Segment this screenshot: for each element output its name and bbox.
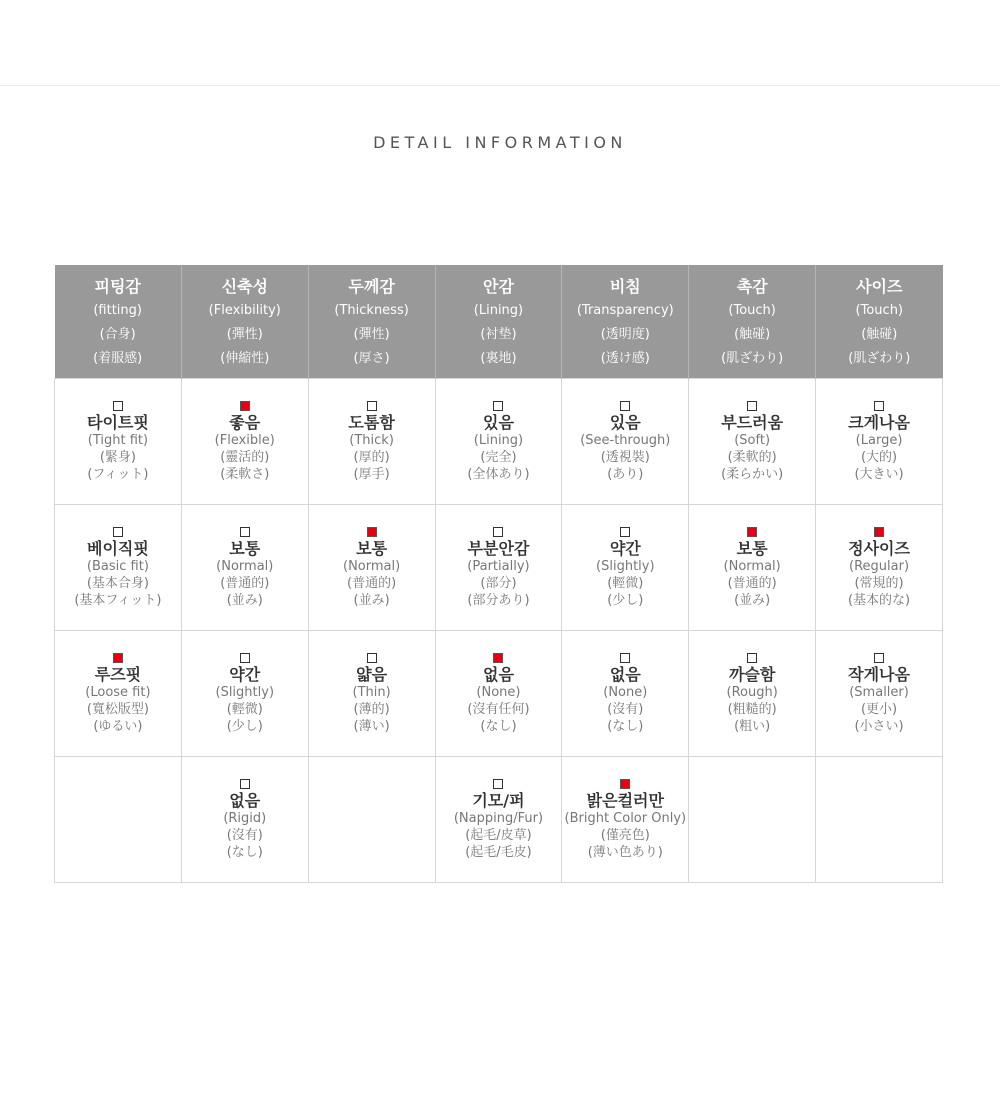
option-ja-label: (並み) (734, 592, 771, 608)
column-header (55, 265, 182, 379)
header-en-label: (Lining) (473, 303, 524, 318)
option-ko-label: 루즈핏 (94, 664, 142, 684)
option-zh-label: (厚的) (353, 449, 390, 465)
header-zh-label: (衬垫) (480, 327, 517, 342)
option-ja-label: (小さい) (854, 718, 904, 734)
option-cell (562, 505, 689, 631)
option-zh-label: (部分) (480, 575, 517, 591)
option-zh-label: (薄的) (353, 701, 390, 717)
unchecked-checkbox-icon (240, 779, 250, 789)
option-ko-label: 밝은컬러만 (586, 790, 664, 810)
option-ko-label: 타이트핏 (87, 412, 149, 432)
option-cell (55, 379, 182, 505)
option-ko-label: 정사이즈 (848, 538, 910, 558)
option-zh-label: (大的) (860, 449, 898, 465)
checked-checkbox-icon (367, 527, 377, 537)
header-ko-label: 신축성 (221, 277, 268, 296)
header-ko-label: 촉감 (736, 277, 768, 296)
header-en-label: (Transparency) (576, 303, 674, 318)
option-cell (308, 757, 435, 883)
unchecked-checkbox-icon (113, 401, 123, 411)
unchecked-checkbox-icon (493, 779, 503, 789)
header-ja-label: (着服感) (93, 351, 143, 366)
option-ko-label: 보통 (736, 538, 768, 558)
option-en-label: (Smaller) (849, 684, 909, 700)
option-cell (308, 505, 435, 631)
option-zh-label: (沒有任何) (467, 701, 530, 717)
option-ko-label: 보통 (229, 538, 261, 558)
option-ko-label: 까슬함 (728, 664, 776, 684)
header-ja-label: (裏地) (480, 351, 517, 366)
option-en-label: (Bright Color Only) (564, 810, 687, 826)
option-cell (55, 505, 182, 631)
option-zh-label: (沒有) (607, 701, 644, 717)
option-zh-label: (起毛/皮草) (465, 827, 532, 843)
unchecked-checkbox-icon (240, 527, 250, 537)
option-zh-label: (透視裝) (600, 449, 650, 465)
option-ja-label: (粗い) (734, 718, 771, 734)
option-zh-label: (僅亮色) (600, 827, 650, 843)
option-zh-label: (沒有) (226, 827, 263, 843)
option-ja-label: (あり) (607, 466, 644, 482)
option-cell (181, 505, 308, 631)
option-ko-label: 있음 (609, 412, 641, 432)
top-divider (0, 85, 1000, 86)
checked-checkbox-icon (113, 653, 123, 663)
option-cell (689, 757, 816, 883)
option-en-label: (Normal) (343, 558, 401, 574)
option-item (182, 527, 308, 609)
column-header (435, 265, 562, 379)
option-ja-label: (厚手) (353, 466, 390, 482)
unchecked-checkbox-icon (367, 653, 377, 663)
option-cell (181, 379, 308, 505)
header-en-label: (Touch) (728, 303, 776, 318)
unchecked-checkbox-icon (620, 653, 630, 663)
option-zh-label: (基本合身) (86, 575, 149, 591)
option-cell (816, 505, 943, 631)
checked-checkbox-icon (620, 779, 630, 789)
option-item (309, 527, 435, 609)
option-en-label: (Slightly) (215, 684, 275, 700)
option-cell (816, 757, 943, 883)
option-item (436, 401, 562, 483)
option-ja-label: (なし) (607, 718, 644, 734)
header-en-label: (Thickness) (334, 303, 409, 318)
option-item (689, 653, 815, 735)
option-cell (435, 505, 562, 631)
option-zh-label: (更小) (860, 701, 898, 717)
header-en-label: (Touch) (855, 303, 904, 318)
option-item (562, 527, 688, 609)
option-item (689, 527, 815, 609)
option-cell (435, 757, 562, 883)
option-ko-label: 없음 (609, 664, 641, 684)
option-ko-label: 도톰함 (348, 412, 395, 432)
option-item (562, 653, 688, 735)
header-row (55, 265, 943, 379)
option-en-label: (Thick) (349, 432, 394, 448)
option-en-label: (Soft) (734, 432, 771, 448)
option-item (816, 653, 942, 735)
option-item (309, 653, 435, 735)
checked-checkbox-icon (747, 527, 757, 537)
option-zh-label: (完全) (480, 449, 517, 465)
option-ko-label: 부드러움 (721, 412, 784, 432)
option-en-label: (See-through) (580, 432, 671, 448)
option-en-label: (Normal) (723, 558, 781, 574)
checked-checkbox-icon (493, 653, 503, 663)
option-en-label: (Large) (855, 432, 903, 448)
option-en-label: (Flexible) (214, 432, 275, 448)
unchecked-checkbox-icon (113, 527, 123, 537)
option-item (182, 779, 308, 861)
header-ko-label: 두께감 (348, 277, 395, 296)
option-cell (562, 379, 689, 505)
option-en-label: (Basic fit) (86, 558, 149, 574)
header-ja-label: (肌ざわり) (721, 351, 784, 366)
header-en-label: (Flexibility) (208, 303, 281, 318)
option-ko-label: 베이직핏 (87, 538, 149, 558)
option-en-label: (Partially) (467, 558, 530, 574)
option-en-label: (Rigid) (223, 810, 267, 826)
option-ko-label: 없음 (482, 664, 514, 684)
option-ko-label: 약간 (229, 664, 261, 684)
option-ja-label: (フィット) (87, 466, 149, 482)
option-item (309, 401, 435, 483)
header-ko-label: 안감 (482, 277, 514, 296)
unchecked-checkbox-icon (620, 527, 630, 537)
option-cell (562, 757, 689, 883)
option-ja-label: (なし) (226, 844, 263, 860)
detail-table (54, 265, 943, 883)
option-item (816, 527, 942, 609)
column-header (308, 265, 435, 379)
unchecked-checkbox-icon (874, 401, 884, 411)
option-item (436, 653, 562, 735)
option-ko-label: 작게나옴 (848, 664, 910, 684)
option-cell (181, 631, 308, 757)
option-ja-label: (薄い) (353, 718, 390, 734)
section-title: DETAIL INFORMATION (373, 133, 627, 152)
option-zh-label: (輕微) (607, 575, 644, 591)
option-ko-label: 기모/퍼 (472, 790, 525, 810)
option-cell (816, 379, 943, 505)
table-row (55, 757, 943, 883)
unchecked-checkbox-icon (747, 653, 757, 663)
option-ja-label: (大きい) (854, 466, 904, 482)
option-cell (55, 631, 182, 757)
option-zh-label: (普通的) (347, 575, 397, 591)
option-zh-label: (柔軟的) (727, 449, 777, 465)
option-cell (181, 757, 308, 883)
header-ja-label: (伸縮性) (220, 351, 270, 366)
option-ko-label: 좋음 (229, 412, 261, 432)
option-item (55, 527, 181, 609)
option-en-label: (Thin) (352, 684, 391, 700)
option-en-label: (Napping/Fur) (453, 810, 544, 826)
column-header (689, 265, 816, 379)
checked-checkbox-icon (874, 527, 884, 537)
option-cell (435, 631, 562, 757)
option-cell (308, 379, 435, 505)
unchecked-checkbox-icon (493, 527, 503, 537)
option-zh-label: (普通的) (220, 575, 270, 591)
option-en-label: (Slightly) (596, 558, 655, 574)
option-ja-label: (柔らかい) (721, 466, 784, 482)
option-zh-label: (普通的) (727, 575, 777, 591)
option-item (562, 779, 688, 861)
option-item (55, 653, 181, 735)
unchecked-checkbox-icon (240, 653, 250, 663)
option-cell (308, 631, 435, 757)
option-zh-label: (粗糙的) (727, 701, 777, 717)
option-ko-label: 약간 (609, 538, 641, 558)
unchecked-checkbox-icon (493, 401, 503, 411)
option-zh-label: (寬松版型) (86, 701, 149, 717)
option-ja-label: (並み) (226, 592, 263, 608)
option-cell (55, 757, 182, 883)
header-zh-label: (透明度) (600, 327, 650, 342)
header-ko-label: 피팅감 (94, 277, 141, 296)
table-row (55, 505, 943, 631)
option-en-label: (Lining) (473, 432, 524, 448)
option-en-label: (None) (603, 684, 648, 700)
option-en-label: (Loose fit) (85, 684, 151, 700)
option-ja-label: (少し) (607, 592, 644, 608)
option-en-label: (None) (476, 684, 521, 700)
column-header (816, 265, 943, 379)
unchecked-checkbox-icon (367, 401, 377, 411)
header-ja-label: (厚さ) (353, 351, 390, 366)
header-ko-label: 비침 (609, 277, 641, 296)
option-zh-label: (靈活的) (220, 449, 270, 465)
option-ko-label: 부분안감 (467, 538, 530, 558)
option-en-label: (Rough) (726, 684, 778, 700)
option-item (182, 401, 308, 483)
header-ja-label: (透け感) (600, 351, 650, 366)
table-row (55, 631, 943, 757)
option-ja-label: (薄い色あり) (587, 844, 663, 860)
column-header (562, 265, 689, 379)
option-ja-label: (全体あり) (467, 466, 530, 482)
option-cell (435, 379, 562, 505)
option-ko-label: 없음 (229, 790, 261, 810)
option-item (689, 401, 815, 483)
option-cell (689, 379, 816, 505)
option-ko-label: 보통 (356, 538, 388, 558)
option-en-label: (Regular) (849, 558, 910, 574)
option-ko-label: 얇음 (356, 664, 388, 684)
option-ko-label: 크게나옴 (848, 412, 910, 432)
option-cell (689, 505, 816, 631)
header-zh-label: (合身) (99, 327, 136, 342)
option-ja-label: (柔軟さ) (220, 466, 270, 482)
option-zh-label: (緊身) (99, 449, 136, 465)
option-ja-label: (部分あり) (467, 592, 530, 608)
option-ja-label: (少し) (226, 718, 263, 734)
option-en-label: (Tight fit) (87, 432, 149, 448)
option-ja-label: (なし) (480, 718, 517, 734)
option-ja-label: (起毛/毛皮) (465, 844, 532, 860)
table-row (55, 379, 943, 505)
unchecked-checkbox-icon (747, 401, 757, 411)
option-item (562, 401, 688, 483)
unchecked-checkbox-icon (874, 653, 884, 663)
option-item (55, 401, 181, 483)
option-zh-label: (輕微) (226, 701, 263, 717)
option-zh-label: (常規的) (854, 575, 904, 591)
option-cell (816, 631, 943, 757)
option-ja-label: (ゆるい) (93, 718, 143, 734)
option-ja-label: (並み) (353, 592, 390, 608)
option-item (816, 401, 942, 483)
option-en-label: (Normal) (216, 558, 274, 574)
option-item (436, 779, 562, 861)
option-ja-label: (基本的な) (847, 592, 911, 608)
header-zh-label: (彈性) (226, 327, 263, 342)
option-ko-label: 있음 (482, 412, 514, 432)
detail-table-body (55, 379, 943, 883)
option-item (436, 527, 562, 609)
option-item (182, 653, 308, 735)
unchecked-checkbox-icon (620, 401, 630, 411)
option-cell (689, 631, 816, 757)
header-ja-label: (肌ざわり) (848, 351, 911, 366)
option-ja-label: (基本フィット) (74, 592, 162, 608)
header-zh-label: (触碰) (734, 327, 771, 342)
column-header (181, 265, 308, 379)
header-ko-label: 사이즈 (856, 277, 903, 296)
header-en-label: (fitting) (93, 303, 142, 318)
option-cell (562, 631, 689, 757)
detail-table-header (55, 265, 943, 379)
checked-checkbox-icon (240, 401, 250, 411)
header-zh-label: (彈性) (353, 327, 390, 342)
header-zh-label: (触碰) (861, 327, 898, 342)
